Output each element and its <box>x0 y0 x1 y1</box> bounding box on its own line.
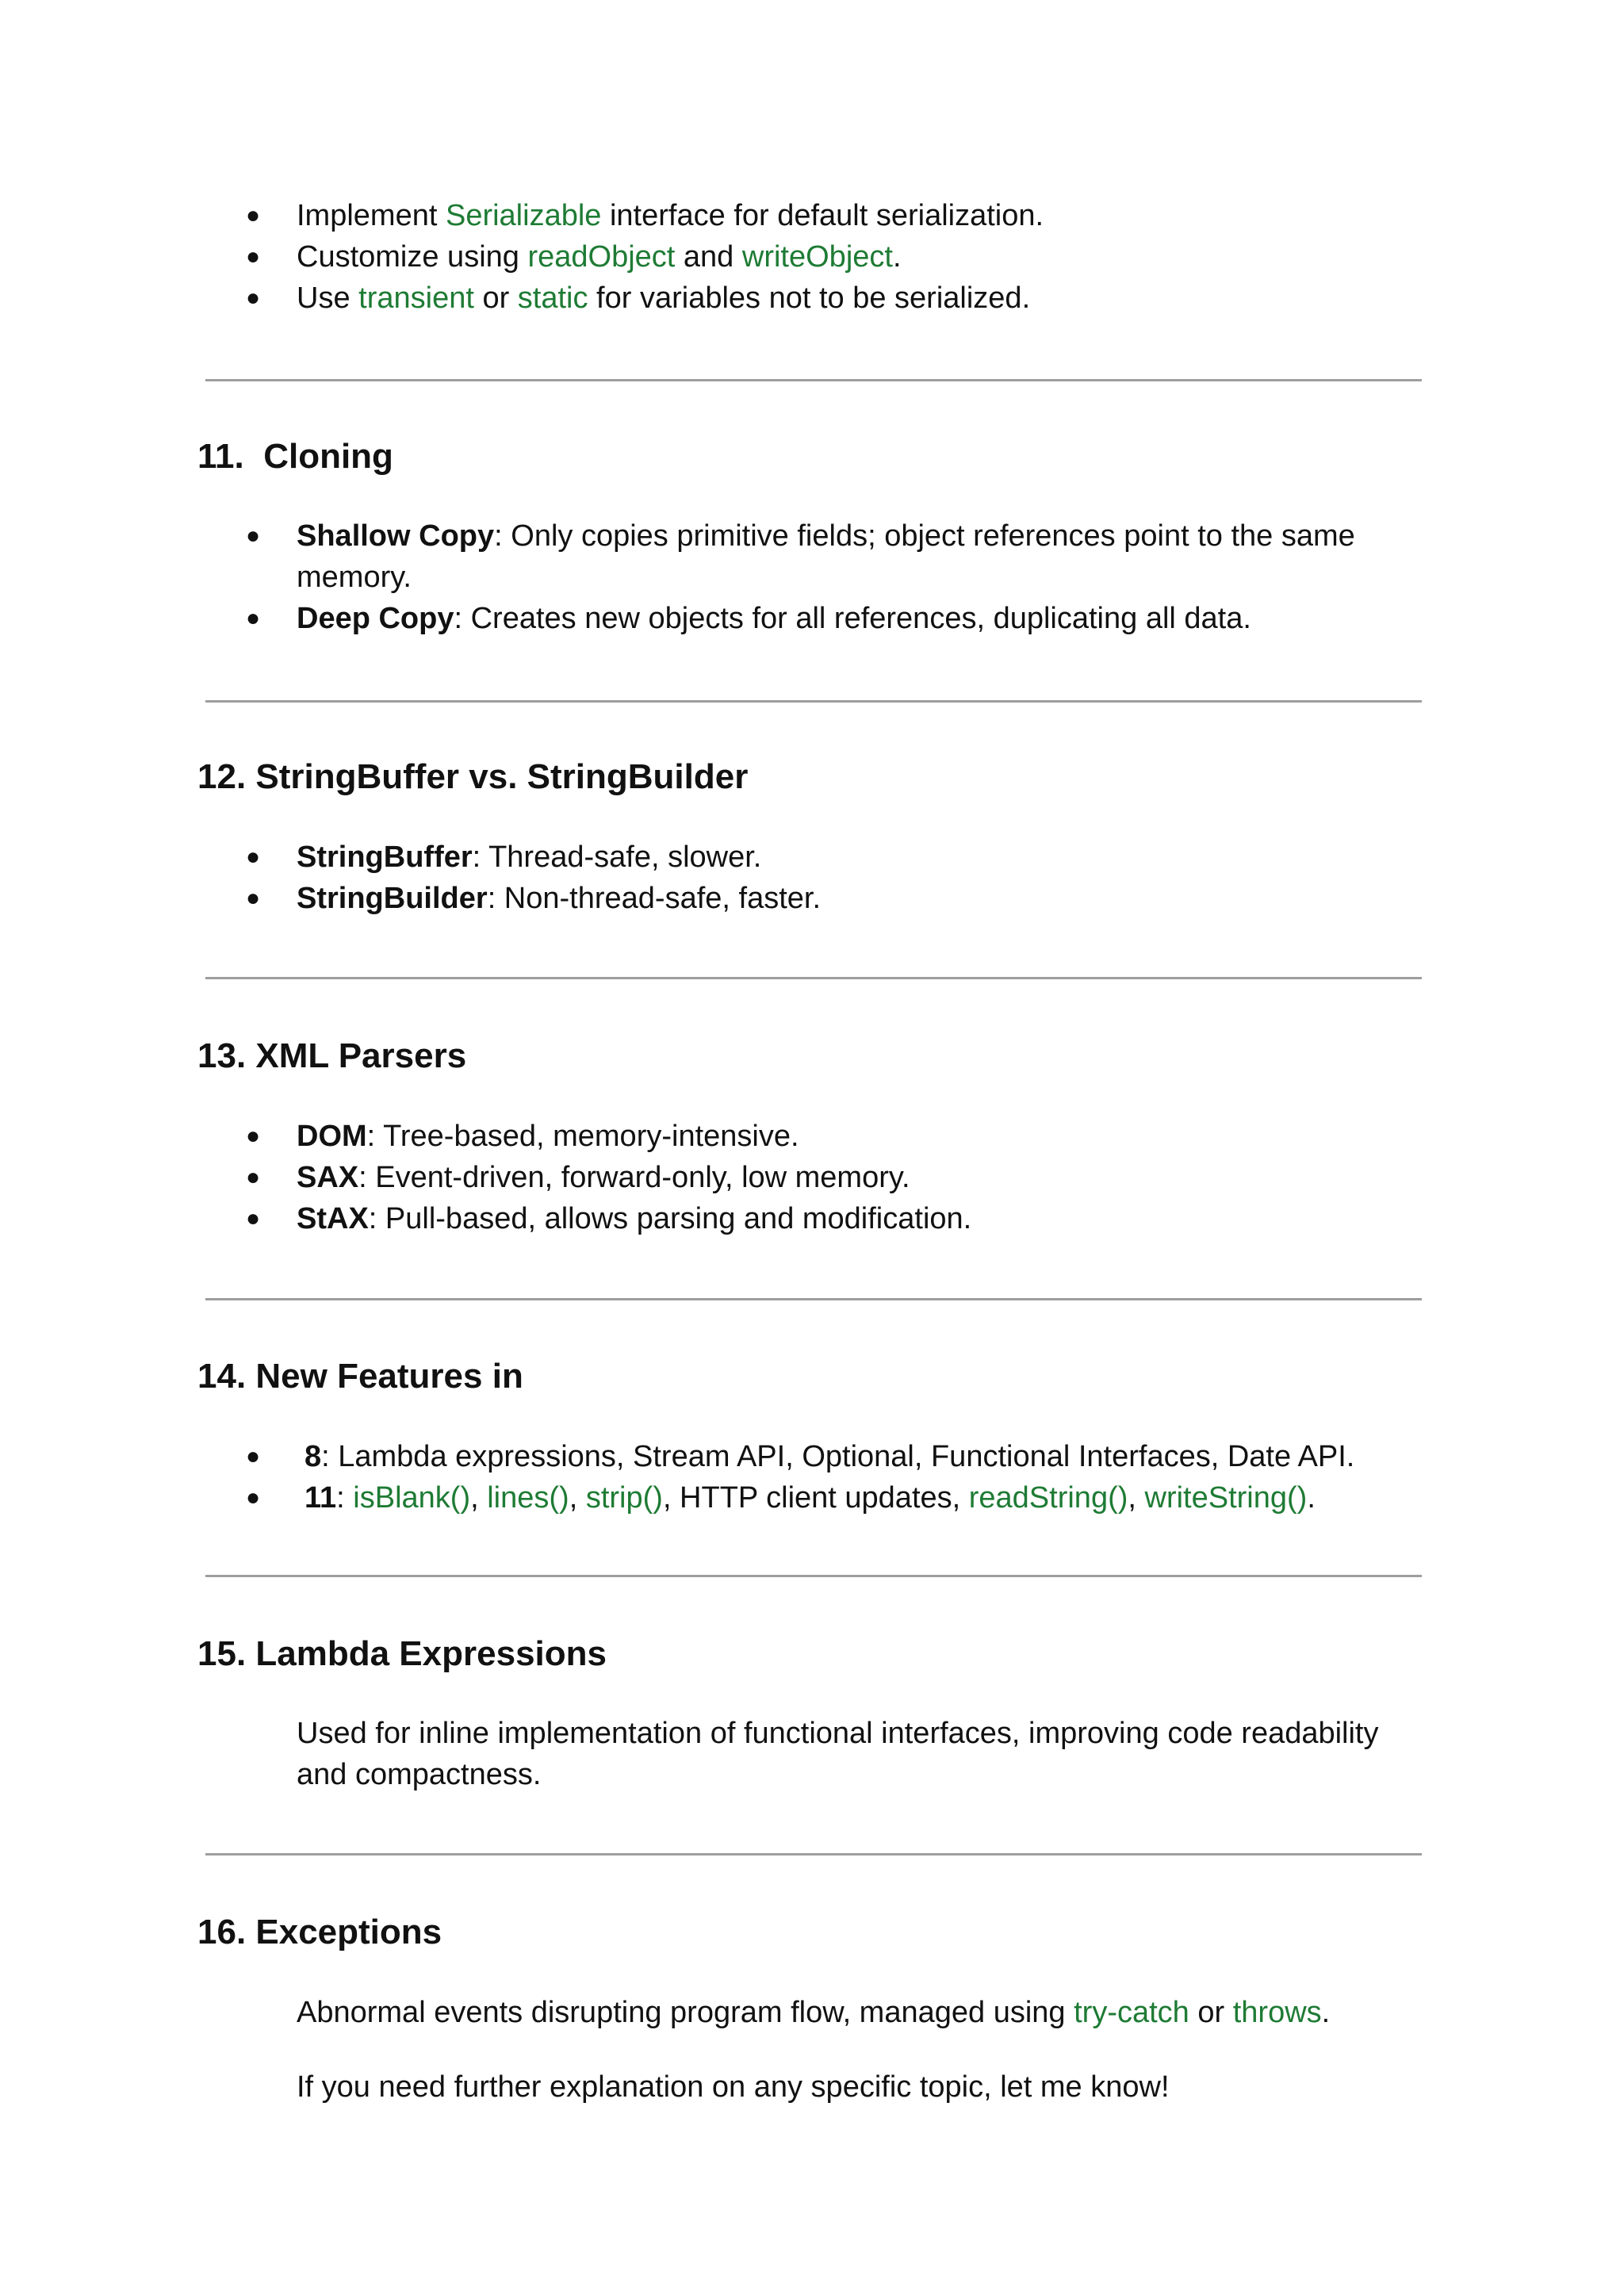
bullet-icon: ● <box>246 1123 261 1149</box>
lambda-description: Used for inline implementation of functional interfaces, improving code readability and compactness. <box>297 1717 1379 1791</box>
bullet-icon: ● <box>246 1205 261 1231</box>
list-item: ● Customize using readObject and writeObject. <box>246 236 1451 278</box>
bullet-icon: ● <box>246 1484 261 1511</box>
list-item: ● Shallow Copy: Only copies primitive fields; object references point to the same memory. <box>246 515 1451 598</box>
code-term: static <box>517 281 588 315</box>
bullet-icon: ● <box>246 885 261 911</box>
code-term: lines() <box>487 1481 569 1515</box>
code-term: writeObject <box>741 240 893 274</box>
term-label: StAX <box>297 1202 369 1235</box>
section-divider <box>205 977 1422 979</box>
section-heading-lambda: 15. Lambda Expressions <box>197 1634 607 1673</box>
term-label: Deep Copy <box>297 602 454 635</box>
bullet-icon: ● <box>246 285 261 311</box>
bullet-icon: ● <box>246 202 261 228</box>
bullet-icon: ● <box>246 605 261 631</box>
term-label: DOM <box>297 1120 367 1153</box>
section-divider <box>205 379 1422 381</box>
bullet-icon: ● <box>246 243 261 270</box>
list-item: ● StringBuffer: Thread-safe, slower. <box>246 837 1451 878</box>
list-item: ● SAX: Event-driven, forward-only, low memory. <box>246 1157 1451 1198</box>
list-item: ● Implement Serializable interface for default serialization. <box>246 195 1451 236</box>
bullet-icon: ● <box>246 844 261 870</box>
serialization-list <box>246 195 1451 319</box>
list-item: ● 11: isBlank(), lines(), strip(), HTTP client updates, readString(), writeString(). <box>246 1477 1451 1518</box>
list-item: ● DOM: Tree-based, memory-intensive. <box>246 1116 1451 1157</box>
term-label: SAX <box>297 1161 359 1194</box>
term-label: Shallow Copy <box>297 519 495 553</box>
code-term: transient <box>358 281 474 315</box>
term-label: StringBuilder <box>297 882 488 915</box>
section-divider <box>205 700 1422 703</box>
exceptions-description: Abnormal events disrupting program flow, managed using try-catch or throws. <box>297 1996 1331 2029</box>
list-item: ● 8: Lambda expressions, Stream API, Optional, Functional Interfaces, Date API. <box>246 1436 1451 1477</box>
section-heading-cloning: 11. Cloning <box>197 437 393 476</box>
stringbuffer-list <box>246 837 1451 919</box>
code-term: readObject <box>527 240 676 274</box>
features-list <box>246 1436 1451 1518</box>
bullet-icon: ● <box>246 1164 261 1190</box>
code-term: isBlank() <box>353 1481 471 1515</box>
term-label: StringBuffer <box>297 841 473 874</box>
section-divider <box>205 1575 1422 1577</box>
code-term: try-catch <box>1074 1996 1189 2029</box>
closing-note: If you need further explanation on any specific topic, let me know! <box>297 2070 1170 2104</box>
list-item: ● StAX: Pull-based, allows parsing and modification. <box>246 1198 1451 1239</box>
code-term: throws <box>1232 1996 1322 2029</box>
code-term: writeString() <box>1144 1481 1308 1515</box>
bullet-icon: ● <box>246 523 261 549</box>
list-item: ● Use transient or static for variables not to be serialized. <box>246 278 1451 319</box>
section-divider <box>205 1298 1422 1300</box>
section-divider <box>205 1853 1422 1855</box>
section-heading-stringbuffer: 12. StringBuffer vs. StringBuilder <box>197 757 749 796</box>
section-heading-exceptions: 16. Exceptions <box>197 1913 442 1951</box>
bullet-icon: ● <box>246 1443 261 1469</box>
list-item: ● Deep Copy: Creates new objects for all references, duplicating all data. <box>246 598 1451 639</box>
code-term: Serializable <box>445 199 602 232</box>
cloning-list <box>246 515 1451 639</box>
term-label: 8 <box>304 1440 322 1473</box>
list-item: ● StringBuilder: Non-thread-safe, faster. <box>246 878 1451 919</box>
section-heading-xml: 13. XML Parsers <box>197 1036 467 1075</box>
xml-list <box>246 1116 1451 1239</box>
code-term: readString() <box>968 1481 1128 1515</box>
code-term: strip() <box>585 1481 663 1515</box>
term-label: 11 <box>304 1481 337 1515</box>
section-heading-features: 14. New Features in <box>197 1357 523 1396</box>
